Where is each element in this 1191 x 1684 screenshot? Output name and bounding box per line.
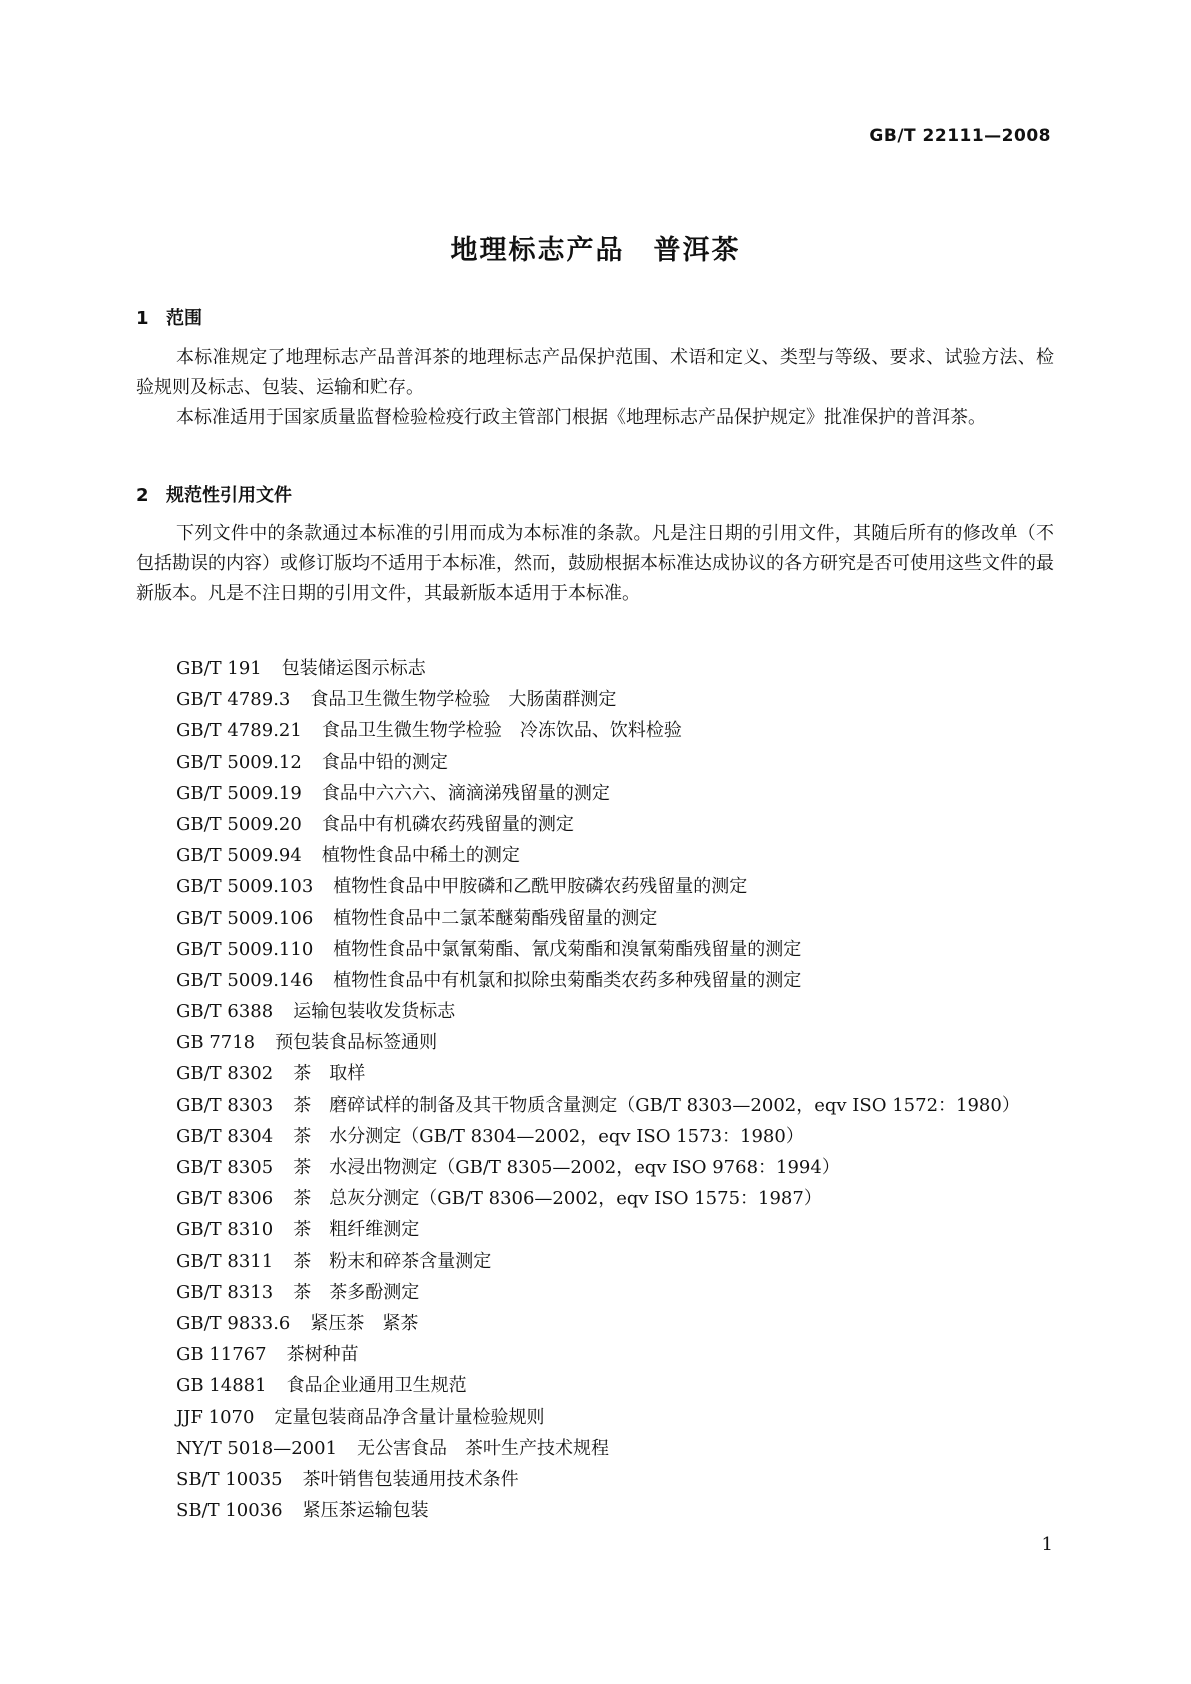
- reference-title: 茶叶销售包装通用技术条件: [302, 1468, 519, 1490]
- reference-title: 茶 总灰分测定（GB/T 8306—2002，eqv ISO 1575：1987）: [293, 1188, 822, 1210]
- reference-item: [176, 747, 1076, 778]
- reference-item: [176, 871, 1076, 902]
- reference-title: 食品卫生微生物学检验 冷冻饮品、饮料检验: [321, 720, 682, 742]
- reference-code: GB/T 5009.94: [176, 845, 302, 867]
- page-number: 1: [1041, 1534, 1053, 1555]
- document-title: 地理标志产品 普洱茶: [450, 235, 741, 266]
- reference-code: GB/T 8303: [176, 1094, 274, 1116]
- standard-code: GB/T 22111—2008: [869, 126, 1051, 146]
- reference-item: [176, 934, 1076, 965]
- reference-code: GB/T 5009.19: [176, 782, 302, 804]
- reference-code: GB 11767: [176, 1344, 267, 1366]
- reference-title: 无公害食品 茶叶生产技术规程: [357, 1437, 610, 1459]
- section-title: 规范性引用文件: [166, 485, 292, 506]
- reference-item: [176, 1370, 1076, 1401]
- reference-code: GB 7718: [176, 1032, 256, 1054]
- reference-title: 茶 茶多酚测定: [293, 1281, 420, 1303]
- reference-title: 包装储运图示标志: [281, 658, 426, 679]
- reference-item: [176, 1308, 1076, 1339]
- section-number: 1: [136, 308, 149, 329]
- section-heading-scope: [136, 304, 202, 330]
- reference-item: [176, 1464, 1076, 1495]
- reference-item: [176, 809, 1076, 840]
- reference-code: GB/T 191: [176, 658, 262, 679]
- reference-list: [176, 653, 1076, 1526]
- reference-item: [176, 1058, 1076, 1089]
- reference-item: [176, 996, 1076, 1027]
- reference-code: GB/T 8311: [176, 1250, 274, 1272]
- reference-item: [176, 1246, 1076, 1277]
- reference-title: 食品中有机磷农药残留量的测定: [321, 813, 574, 835]
- section-number: 2: [136, 485, 149, 506]
- reference-item: [176, 840, 1076, 871]
- reference-code: GB/T 4789.21: [176, 720, 302, 742]
- reference-code: GB/T 5009.110: [176, 938, 314, 960]
- reference-code: GB/T 8304: [176, 1125, 274, 1147]
- reference-item: [176, 1090, 1076, 1121]
- reference-code: GB 14881: [176, 1375, 267, 1397]
- scope-paragraph-1: 本标准规定了地理标志产品普洱茶的地理标志产品保护范围、术语和定义、类型与等级、要求、试验方法、检验规则及标志、包装、运输和贮存。: [136, 347, 1054, 398]
- reference-item: [176, 684, 1076, 715]
- section-heading-normative-references: [136, 481, 292, 507]
- reference-title: 运输包装收发货标志: [293, 1001, 456, 1023]
- reference-item: [176, 778, 1076, 809]
- reference-item: [176, 653, 1076, 684]
- reference-code: JJF 1070: [176, 1406, 255, 1428]
- reference-code: GB/T 8306: [176, 1188, 274, 1210]
- reference-item: [176, 1495, 1076, 1526]
- reference-item: [176, 715, 1076, 746]
- reference-title: 茶树种苗: [286, 1344, 359, 1366]
- reference-title: 食品中铅的测定: [321, 751, 448, 773]
- reference-title: 食品企业通用卫生规范: [286, 1375, 467, 1397]
- reference-code: GB/T 5009.106: [176, 907, 314, 929]
- reference-title: 茶 磨碎试样的制备及其干物质含量测定（GB/T 8303—2002，eqv ISO 1572：1980）: [293, 1094, 1020, 1116]
- reference-item: [176, 1433, 1076, 1464]
- scope-paragraph-2: 本标准适用于国家质量监督检验检疫行政主管部门根据《地理标志产品保护规定》批准保护的普洱茶。: [176, 407, 986, 428]
- reference-code: SB/T 10036: [176, 1500, 283, 1522]
- reference-code: GB/T 5009.12: [176, 751, 302, 773]
- reference-item: [176, 1277, 1076, 1308]
- reference-code: GB/T 8310: [176, 1219, 274, 1241]
- reference-code: GB/T 6388: [176, 1001, 274, 1023]
- reference-code: GB/T 5009.20: [176, 813, 302, 835]
- reference-item: [176, 1183, 1076, 1214]
- reference-code: GB/T 8305: [176, 1157, 274, 1178]
- section-title: 范围: [166, 308, 202, 329]
- reference-code: GB/T 5009.103: [176, 876, 314, 898]
- reference-code: GB/T 8313: [176, 1281, 274, 1303]
- reference-title: 茶 粉末和碎茶含量测定: [293, 1250, 492, 1272]
- reference-item: [176, 1152, 1076, 1183]
- reference-title: 紧压茶运输包装: [302, 1500, 429, 1522]
- reference-code: GB/T 9833.6: [176, 1312, 291, 1334]
- reference-title: 食品中六六六、滴滴涕残留量的测定: [321, 782, 610, 804]
- reference-title: 食品卫生微生物学检验 大肠菌群测定: [310, 689, 617, 711]
- reference-item: [176, 903, 1076, 934]
- reference-item: [176, 1121, 1076, 1152]
- reference-title: 植物性食品中有机氯和拟除虫菊酯类农药多种残留量的测定: [333, 969, 802, 991]
- reference-title: 定量包装商品净含量计量检验规则: [274, 1406, 545, 1428]
- reference-item: [176, 1214, 1076, 1245]
- reference-code: GB/T 5009.146: [176, 969, 314, 991]
- reference-code: GB/T 8302: [176, 1063, 274, 1085]
- reference-item: [176, 965, 1076, 996]
- reference-title: 茶 水分测定（GB/T 8304—2002，eqv ISO 1573：1980）: [293, 1125, 804, 1147]
- reference-code: GB/T 4789.3: [176, 689, 291, 711]
- reference-item: [176, 1027, 1076, 1058]
- reference-title: 植物性食品中甲胺磷和乙酰甲胺磷农药残留量的测定: [333, 876, 748, 898]
- reference-title: 植物性食品中二氯苯醚菊酯残留量的测定: [333, 907, 658, 929]
- reference-title: 茶 取样: [293, 1063, 366, 1085]
- reference-title: 紧压茶 紧茶: [310, 1312, 419, 1334]
- reference-code: SB/T 10035: [176, 1468, 283, 1490]
- reference-title: 茶 水浸出物测定（GB/T 8305—2002，eqv ISO 9768：1994）: [293, 1157, 840, 1178]
- reference-title: 植物性食品中氯氰菊酯、氰戊菊酯和溴氰菊酯残留量的测定: [333, 938, 802, 960]
- reference-title: 茶 粗纤维测定: [293, 1219, 420, 1241]
- references-intro-paragraph: 下列文件中的条款通过本标准的引用而成为本标准的条款。凡是注日期的引用文件，其随后所有的修改单（不包括勘误的内容）或修订版均不适用于本标准，然而，鼓励根据本标准达成协议的各方研究是否可使用这些文件的最新版本。凡是不注日期的引用文件，其最新版本适用于本标准。: [136, 523, 1054, 604]
- reference-item: [176, 1402, 1076, 1433]
- reference-title: 植物性食品中稀土的测定: [321, 845, 520, 867]
- reference-code: NY/T 5018—2001: [176, 1437, 338, 1459]
- reference-title: 预包装食品标签通则: [275, 1032, 438, 1054]
- reference-item: [176, 1339, 1076, 1370]
